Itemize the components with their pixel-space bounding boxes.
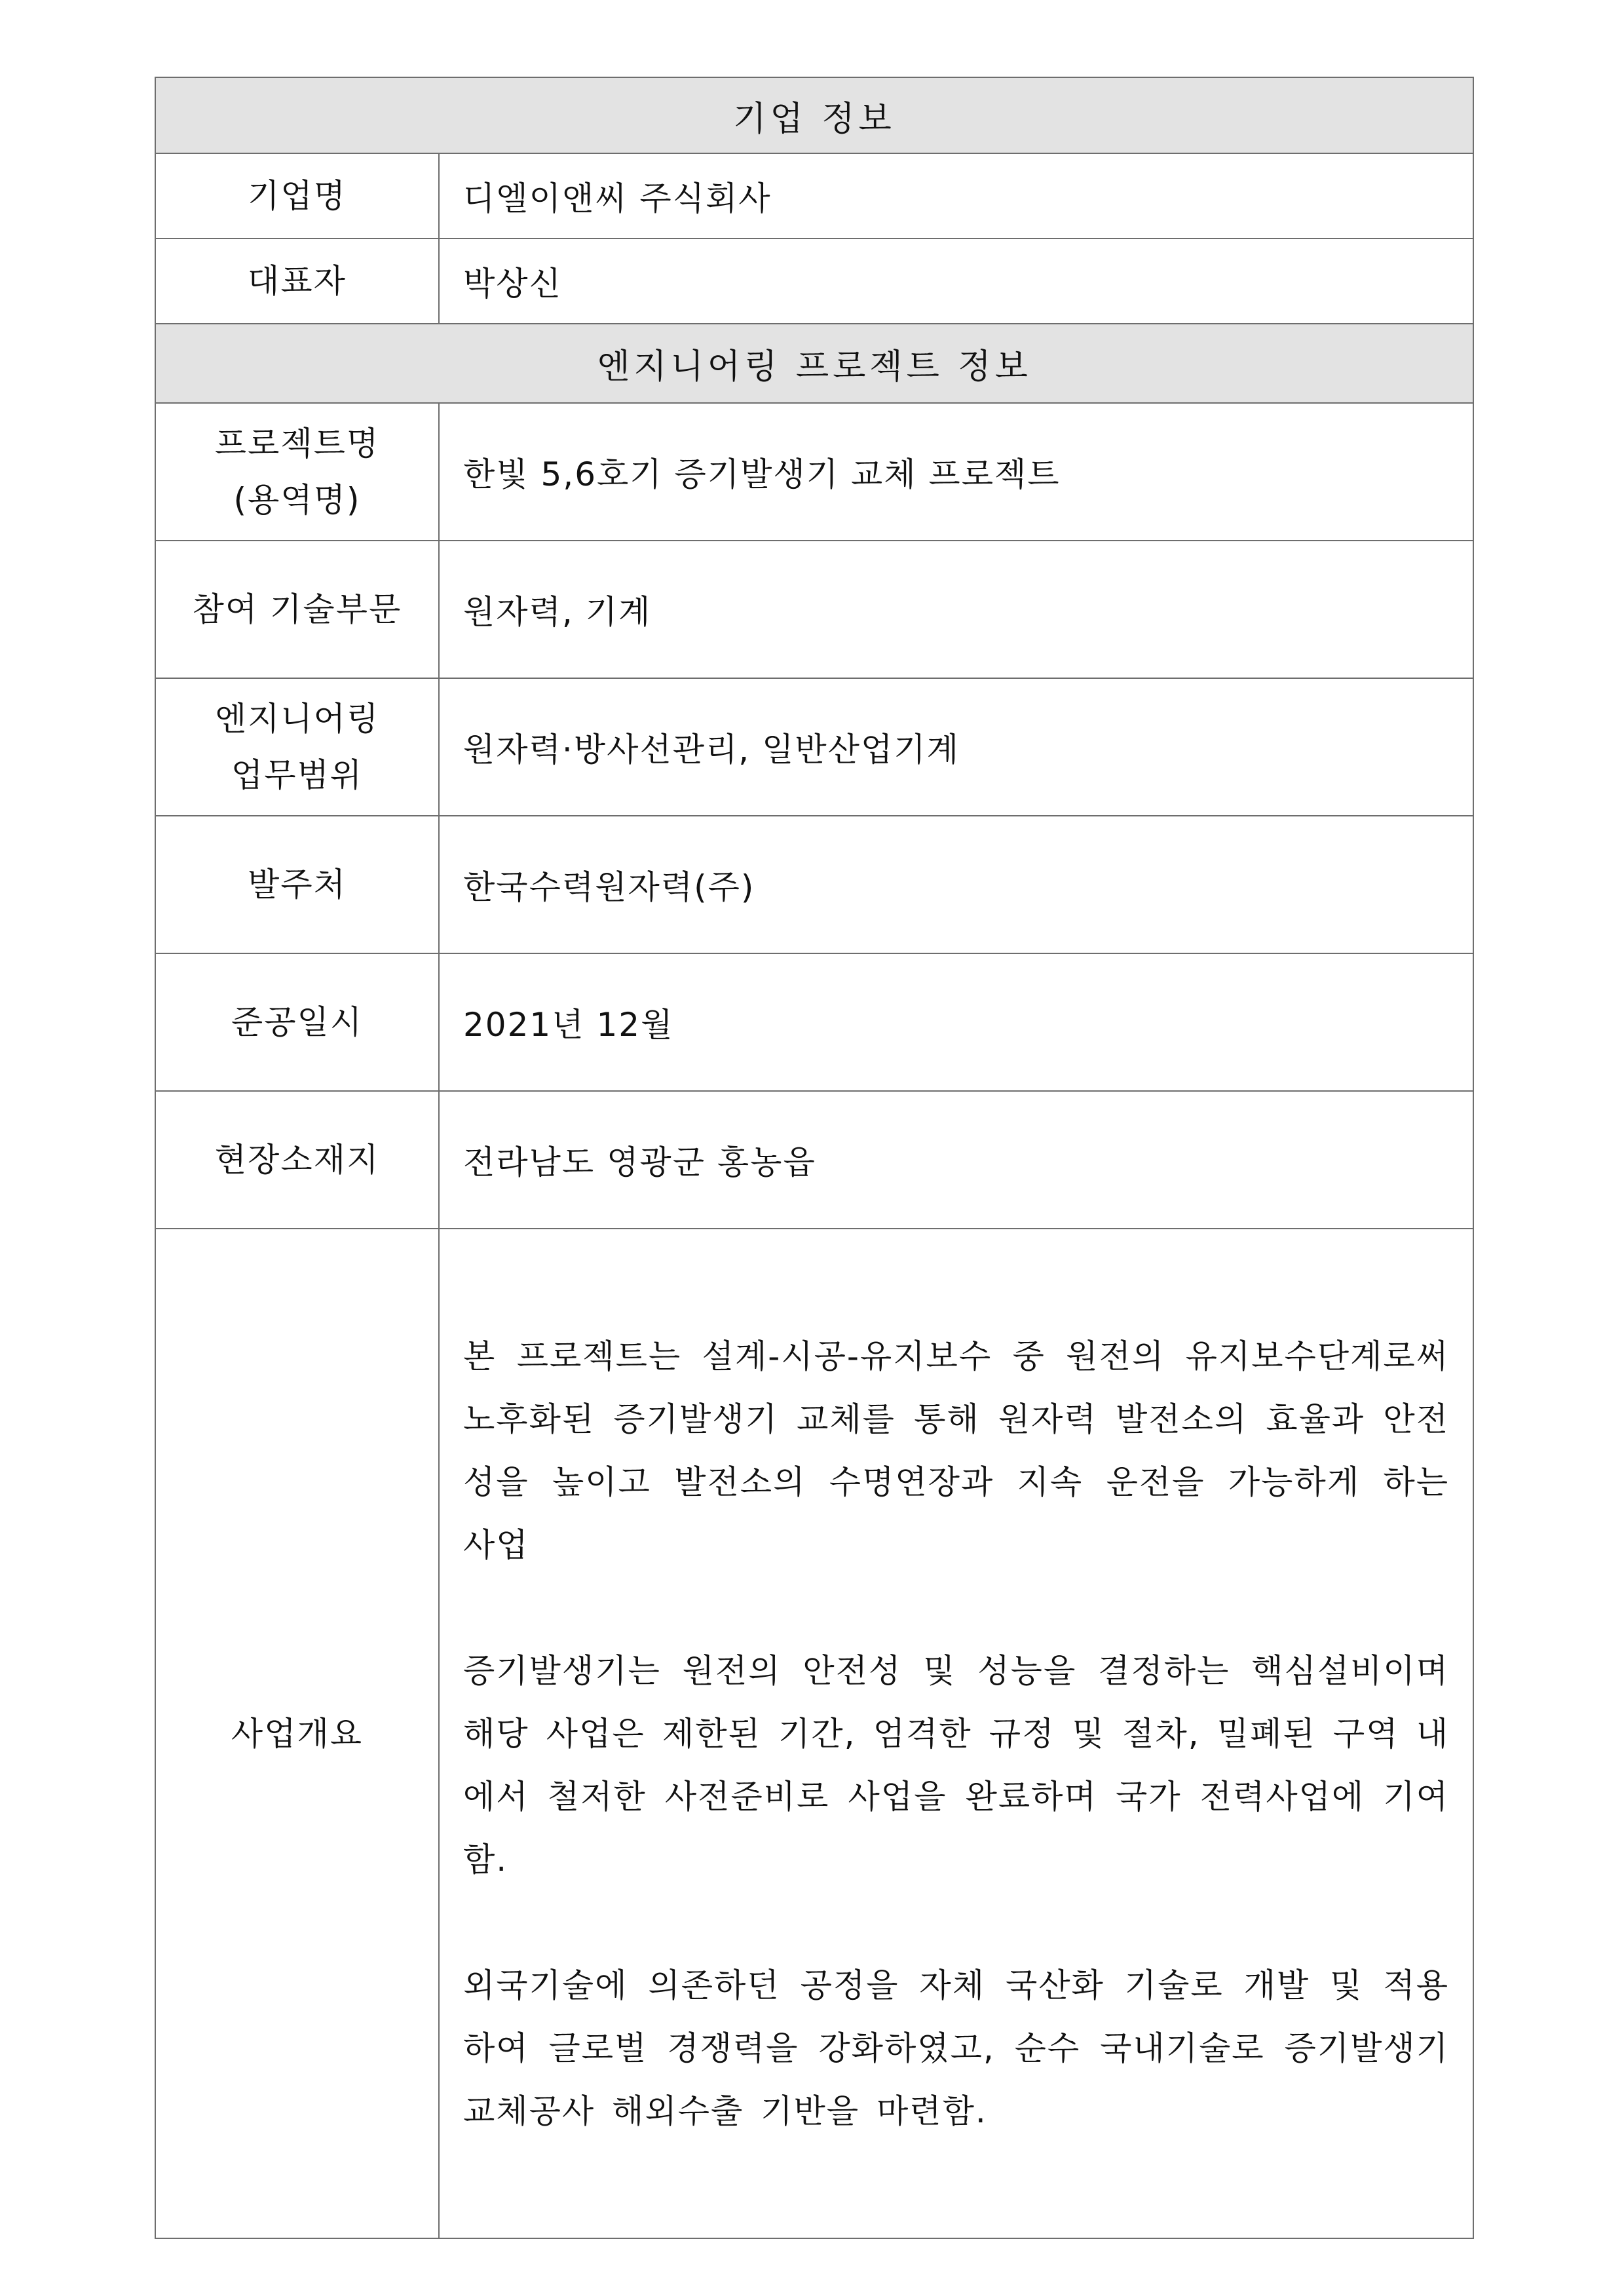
overview-value: [439, 1229, 1473, 2238]
table-row: [155, 1229, 1473, 2238]
overview-label: 사업개요: [155, 1229, 439, 2238]
table-row: [155, 153, 1473, 239]
work-scope-label: [155, 678, 439, 816]
company-project-info-table: [155, 77, 1474, 2239]
ceo-label: 대표자: [155, 239, 439, 324]
project-name-label-line2: (용역명): [233, 481, 361, 519]
overview-paragraph: 본 프로젝트는 설계-시공-유지보수 중 원전의 유지보수단계로써 노후화된 증기발생기 교체를 통해 원자력 발전소의 효율과 안전성을 높이고 발전소의 수명연장과 지속 운전을 가능하게 하는 사업: [463, 1337, 1449, 1564]
project-info-header: 엔지니어링 프로젝트 정보: [155, 324, 1473, 403]
company-name-label: 기업명: [155, 153, 439, 239]
company-info-header-row: [155, 77, 1473, 153]
company-name-value: 디엘이앤씨 주식회사: [439, 153, 1473, 239]
project-info-header-row: [155, 324, 1473, 403]
project-name-label: [155, 403, 439, 541]
client-label: 발주처: [155, 816, 439, 953]
site-label: 현장소재지: [155, 1091, 439, 1229]
completion-label: 준공일시: [155, 953, 439, 1091]
tech-field-value: 원자력, 기계: [439, 541, 1473, 678]
work-scope-label-line2: 업무범위: [231, 756, 364, 794]
overview-paragraph: 증기발생기는 원전의 안전성 및 성능을 결정하는 핵심설비이며 해당 사업은 제한된 기간, 엄격한 규정 및 절차, 밀폐된 구역 내에서 철저한 사전준비로 사업을 완료하며 국가 전력사업에 기여함.: [463, 1651, 1449, 1879]
table-row: [155, 403, 1473, 541]
table-row: [155, 816, 1473, 953]
table-row: [155, 1091, 1473, 1229]
table-row: [155, 678, 1473, 816]
site-value: 전라남도 영광군 홍농읍: [439, 1091, 1473, 1229]
table-row: [155, 239, 1473, 324]
completion-value: 2021년 12월: [439, 953, 1473, 1091]
project-name-label-line1: 프로젝트명: [214, 425, 380, 463]
work-scope-label-line1: 엔지니어링: [214, 700, 380, 738]
ceo-value: 박상신: [439, 239, 1473, 324]
overview-paragraph: 외국기술에 의존하던 공정을 자체 국산화 기술로 개발 및 적용하여 글로벌 경쟁력을 강화하였고, 순수 국내기술로 증기발생기 교체공사 해외수출 기반을 마련함.: [463, 1966, 1449, 2130]
project-name-value: 한빛 5,6호기 증기발생기 교체 프로젝트: [439, 403, 1473, 541]
table-row: [155, 953, 1473, 1091]
table-row: [155, 541, 1473, 678]
work-scope-value: 원자력·방사선관리, 일반산업기계: [439, 678, 1473, 816]
tech-field-label: 참여 기술부문: [155, 541, 439, 678]
company-info-header: 기업 정보: [155, 77, 1473, 153]
client-value: 한국수력원자력(주): [439, 816, 1473, 953]
